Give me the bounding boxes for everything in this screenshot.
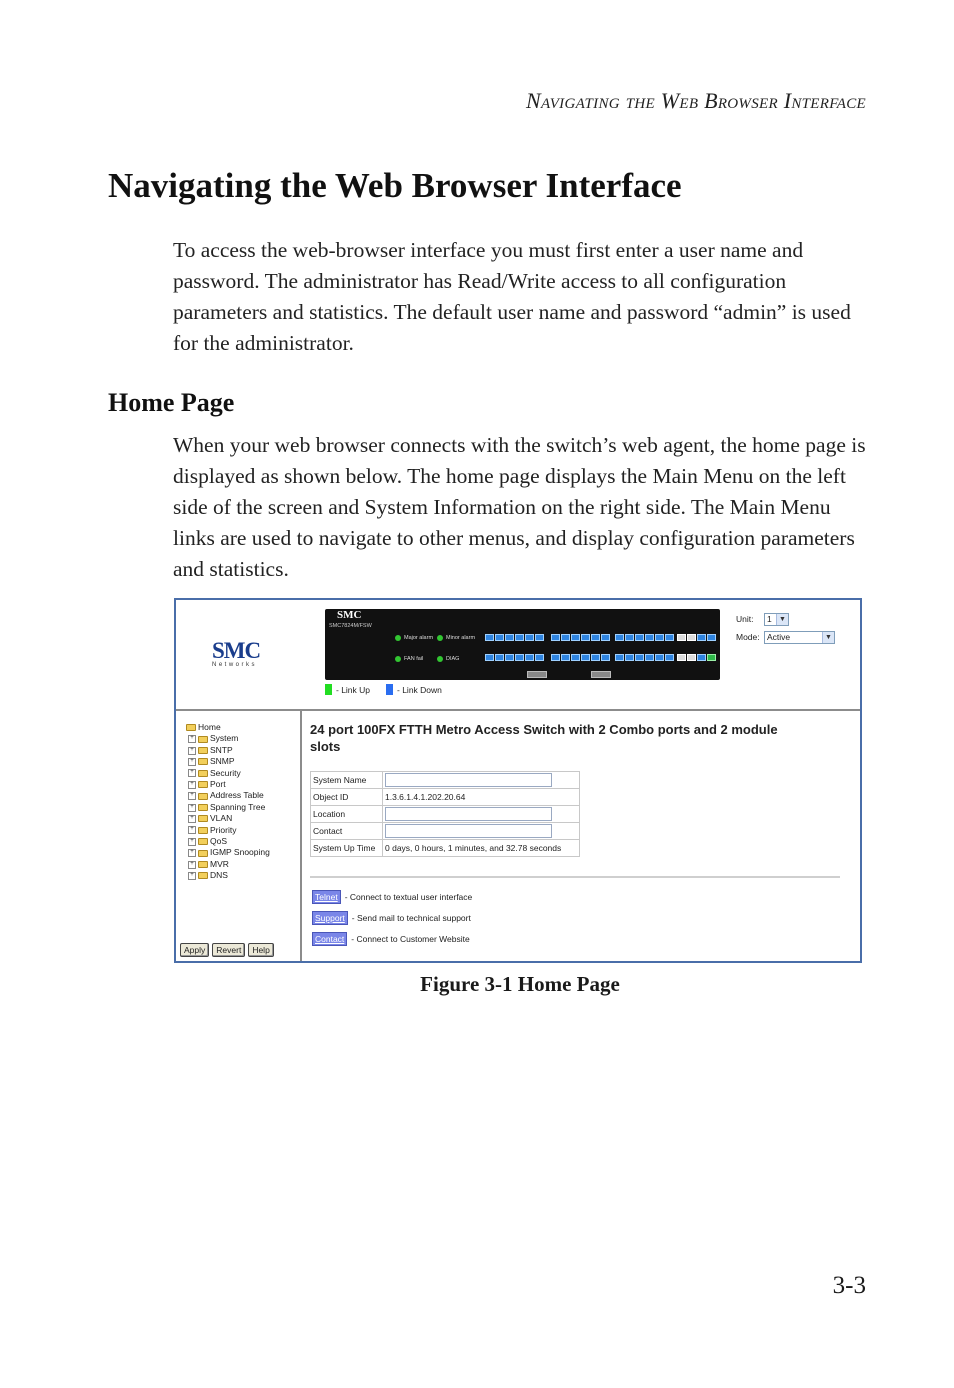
link-description: - Connect to Customer Website [351, 933, 470, 944]
location-input[interactable] [385, 807, 552, 821]
module-slot-2[interactable] [591, 671, 611, 678]
menu-item-port[interactable] [188, 779, 270, 790]
menu-item-priority[interactable] [188, 825, 270, 836]
link-row-telnet [312, 886, 472, 907]
port-group-2-top[interactable] [551, 634, 610, 641]
expand-icon[interactable]: + [188, 781, 196, 789]
menu-item-security[interactable] [188, 768, 270, 779]
contact-label: Contact [311, 823, 383, 840]
link-row-contact [312, 928, 472, 949]
folder-icon [198, 781, 208, 788]
expand-icon[interactable]: + [188, 872, 196, 880]
revert-button[interactable]: Revert [212, 943, 245, 957]
system-title: 24 port 100FX FTTH Metro Access Switch with 2 Combo ports and 2 module slots [310, 722, 778, 754]
expand-icon[interactable]: + [188, 838, 196, 846]
link-description: - Connect to textual user interface [344, 891, 473, 902]
folder-icon [198, 872, 208, 879]
port-group-3-top[interactable] [615, 634, 674, 641]
menu-item-spanning-tree[interactable] [188, 802, 270, 813]
menu-item-snmp[interactable] [188, 756, 270, 767]
chevron-down-icon: ▼ [822, 632, 834, 643]
module-slot-1[interactable] [527, 671, 547, 678]
menu-item-label: Home [198, 722, 221, 732]
menu-item-sntp[interactable] [188, 745, 270, 756]
led-label: FAN fail [404, 656, 424, 662]
led-fan-fail [395, 656, 423, 662]
intro-paragraph: To access the web-browser interface you must first enter a user name and password. The administrator has Read/Write access to all configuration parameters and statistics. The default user name and password “admin” is used for the administrator. [173, 238, 851, 355]
object-id-label: Object ID [311, 789, 383, 806]
figure-caption: Figure 3-1 Home Page [420, 972, 620, 996]
led-minor-alarm [437, 635, 480, 641]
menu-item-label: MVR [210, 858, 229, 869]
running-header: Navigating the Web Browser Interface [526, 88, 866, 113]
menu-item-label: System [210, 733, 239, 744]
led-diag [437, 656, 459, 662]
expand-icon[interactable]: + [188, 815, 196, 823]
unit-label: Unit: [736, 614, 754, 624]
expand-icon[interactable]: + [188, 747, 196, 755]
combo-ports-bottom[interactable] [677, 654, 716, 661]
menu-item-label: SNMP [210, 756, 235, 767]
expand-icon[interactable]: + [188, 735, 196, 743]
led-icon [395, 635, 401, 641]
unit-mode-controls [736, 610, 835, 646]
contact-link[interactable]: Contact [312, 932, 347, 946]
led-label: Major alarm [404, 635, 434, 641]
divider [310, 876, 840, 878]
object-id-value: 1.3.6.1.4.1.202.20.64 [383, 789, 580, 806]
led-major-alarm [395, 635, 438, 641]
system-information-frame [302, 711, 860, 961]
led-icon [437, 656, 443, 662]
unit-select[interactable] [764, 613, 789, 626]
led-icon [395, 656, 401, 662]
menu-item-label: Port [210, 779, 226, 790]
folder-icon [198, 861, 208, 868]
logo-text: SMC [212, 638, 261, 663]
folder-icon [198, 827, 208, 834]
menu-item-dns[interactable] [188, 870, 270, 881]
menu-item-qos[interactable] [188, 836, 270, 847]
link-description: - Send mail to technical support [351, 912, 471, 923]
folder-icon [198, 747, 208, 754]
page-title: Navigating the Web Browser Interface [108, 166, 682, 205]
menu-item-home[interactable] [186, 722, 270, 733]
folder-icon [198, 793, 208, 800]
expand-icon[interactable]: + [188, 849, 196, 857]
panel-brand: SMC [337, 609, 362, 621]
expand-icon[interactable]: + [188, 769, 196, 777]
panel-model: SMC7824M/FSW [329, 623, 372, 629]
expand-icon[interactable]: + [188, 826, 196, 834]
expand-icon[interactable]: + [188, 861, 196, 869]
menu-item-label: SNTP [210, 744, 233, 755]
help-button[interactable]: Help [248, 943, 273, 957]
folder-icon [198, 850, 208, 857]
menu-item-mvr[interactable] [188, 859, 270, 870]
combo-ports-top[interactable] [677, 634, 716, 641]
open-folder-icon [186, 724, 196, 731]
link-down-swatch [386, 684, 393, 695]
table-row [311, 806, 580, 823]
smc-logo [212, 640, 260, 668]
menu-item-label: DNS [210, 870, 228, 881]
menu-item-vlan[interactable] [188, 813, 270, 824]
led-icon [437, 635, 443, 641]
menu-buttons [180, 943, 274, 957]
logo-subtext: Networks [212, 662, 258, 668]
quick-links [312, 886, 472, 949]
port-group-2-bottom[interactable] [551, 654, 610, 661]
folder-icon [198, 838, 208, 845]
table-row [311, 789, 580, 806]
unit-value: 1 [767, 614, 772, 624]
folder-icon [198, 815, 208, 822]
link-down-label: - Link Down [397, 684, 442, 695]
menu-item-system[interactable] [188, 733, 270, 744]
expand-icon[interactable]: + [188, 792, 196, 800]
table-row [311, 840, 580, 857]
system-info-table [310, 771, 580, 857]
link-up-label: - Link Up [336, 684, 371, 695]
folder-icon [198, 804, 208, 811]
menu-item-label: VLAN [210, 813, 233, 824]
folder-icon [198, 770, 208, 777]
led-label: Minor alarm [446, 635, 476, 641]
mode-select[interactable] [764, 631, 835, 644]
menu-item-igmp-snooping[interactable] [188, 847, 270, 858]
menu-item-label: Priority [210, 824, 237, 835]
menu-item-label: Spanning Tree [210, 801, 266, 812]
port-group-3-bottom[interactable] [615, 654, 674, 661]
port-group-1-top[interactable] [485, 634, 544, 641]
apply-button[interactable]: Apply [180, 943, 209, 957]
expand-icon[interactable]: + [188, 758, 196, 766]
led-label: DIAG [446, 656, 460, 662]
menu-item-label: Security [210, 767, 241, 778]
link-legend [325, 684, 442, 695]
mode-label: Mode: [736, 632, 760, 642]
contact-input[interactable] [385, 824, 552, 838]
page-number: 3-3 [832, 1272, 866, 1299]
home-page-screenshot [174, 598, 862, 963]
support-link[interactable]: Support [312, 911, 348, 925]
system-name-label: System Name [311, 772, 383, 789]
folder-icon [198, 736, 208, 743]
expand-icon[interactable]: + [188, 804, 196, 812]
telnet-link[interactable]: Telnet [312, 890, 341, 904]
port-group-1-bottom[interactable] [485, 654, 544, 661]
menu-item-label: QoS [210, 836, 228, 847]
system-name-input[interactable] [385, 773, 552, 787]
main-menu-frame [176, 711, 302, 961]
menu-item-label: IGMP Snooping [210, 847, 270, 858]
table-row [311, 772, 580, 789]
section-paragraph: When your web browser connects with the switch’s web agent, the home page is displayed as shown below. The home page displays the Main Menu on the left side of the screen and System Information on the right side. The Main Menu links are used to navigate to other menus, and display configuration parameters and statistics. [173, 433, 866, 581]
folder-icon [198, 758, 208, 765]
switch-front-panel [325, 609, 720, 680]
table-row [311, 823, 580, 840]
uptime-label: System Up Time [311, 840, 383, 857]
uptime-value: 0 days, 0 hours, 1 minutes, and 32.78 seconds [383, 840, 580, 857]
section-heading: Home Page [108, 388, 235, 417]
menu-item-label: Address Table [210, 790, 264, 801]
location-label: Location [311, 806, 383, 823]
chevron-down-icon: ▼ [776, 614, 788, 625]
screenshot-top-frame [176, 600, 860, 711]
menu-item-address-table[interactable] [188, 790, 270, 801]
link-up-swatch [325, 684, 332, 695]
link-row-support [312, 907, 472, 928]
mode-value: Active [767, 632, 791, 642]
main-menu-tree [186, 722, 270, 882]
